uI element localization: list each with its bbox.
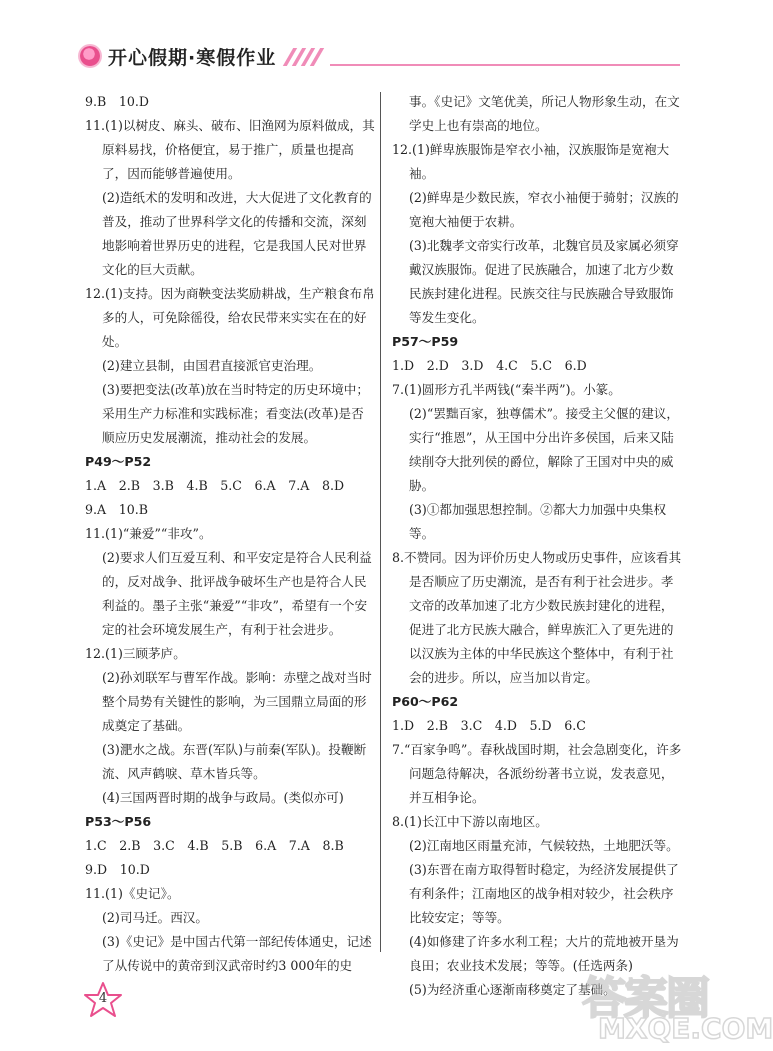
answer-line: (3)北魏孝文帝实行改革，北魏官员及家属必须穿戴汉族服饰。促进了民族融合，加速了北方少数民族封建化进程。民族交往与民族融合导致服饰等发生变化。	[409, 238, 679, 325]
answer-line: (2)孙刘联军与曹军作战。影响：赤壁之战对当时整个局势有关键性的影响，为三国鼎立局面的形成奠定了基础。	[102, 670, 372, 733]
answer-line: 8.不赞同。因为评价历史人物或历史事件，应该看其是否顺应了历史潮流，是否有利于社会进步。孝文帝的改革加速了北方少数民族封建化的进程，促进了北方民族大融合，鲜卑族汇入了更先进的以汉族为主体的中华民族这个整体中，有利于社会的进步。所以，应当加以肯定。	[392, 550, 682, 685]
answer-line: 1.C 2.B 3.C 4.B 5.B 6.A 7.A 8.B	[85, 838, 344, 853]
section-heading: P57～P59	[392, 334, 459, 349]
answer-line: 12.(1)三顾茅庐。	[85, 646, 186, 661]
section-heading: P53～P56	[85, 814, 152, 829]
right-column	[392, 90, 686, 1002]
page-number: 4	[98, 991, 108, 1006]
section-heading: P49～P52	[85, 454, 152, 469]
answer-line: (3)①都加强思想控制。②都大力加强中央集权等。	[409, 502, 667, 541]
answer-line: 9.D 10.D	[85, 862, 150, 877]
header-title: 开心假期·寒假作业	[108, 47, 277, 69]
answer-line: 9.B 10.D	[85, 94, 149, 109]
answer-line: 12.(1)鲜卑族服饰是窄衣小袖，汉族服饰是宽袍大袖。	[392, 142, 670, 181]
answer-line: (4)三国两晋时期的战争与政局。(类似亦可)	[102, 790, 344, 805]
answer-line: (2)司马迁。西汉。	[102, 910, 208, 925]
watermark-main: 答案圈	[582, 973, 708, 1024]
answer-line: 11.(1)“兼爱”“非攻”。	[85, 526, 212, 541]
answer-line: 1.D 2.D 3.D 4.C 5.C 6.D	[392, 358, 587, 373]
answer-line: (5)为经济重心逐渐南移奠定了基础。	[409, 982, 616, 997]
header-circle-icon	[80, 46, 100, 66]
watermark-logo	[578, 962, 773, 1048]
column-divider	[380, 92, 381, 952]
answer-line: (3)淝水之战。东晋(军队)与前秦(军队)。投鞭断流、风声鹤唳、草木皆兵等。	[102, 742, 367, 781]
answer-line: (4)如修建了许多水利工程；大片的荒地被开垦为良田；农业技术发展；等等。(任选两条)	[409, 934, 679, 973]
answer-line: (2)鲜卑是少数民族，窄衣小袖便于骑射；汉族的宽袍大袖便于农耕。	[409, 190, 679, 229]
answer-line: 12.(1)支持。因为商鞅变法奖励耕战，生产粮食布帛多的人，可免除徭役，给农民带来实实在在的好处。	[85, 286, 375, 349]
answer-line: 事。《史记》文笔优美，所记人物形象生动，在文学史上也有崇高的地位。	[409, 94, 680, 133]
answer-line: 1.D 2.B 3.C 4.D 5.D 6.C	[392, 718, 586, 733]
answer-line: 7.(1)圆形方孔半两钱(“秦半两”)。小篆。	[392, 382, 621, 397]
answer-line: (2)要求人们互爱互利、和平安定是符合人民利益的，反对战争、批评战争破坏生产也是符合人民利益的。墨子主张“兼爱”“非攻”，希望有一个安定的社会环境发展生产，有利于社会进步。	[102, 550, 372, 637]
answer-line: (2)造纸术的发明和改进，大大促进了文化教育的普及，推动了世界科学文化的传播和交流，深刻地影响着世界历史的进程，它是我国人民对世界文化的巨大贡献。	[102, 190, 372, 277]
answer-line: 8.(1)长江中下游以南地区。	[392, 814, 548, 829]
answer-line: 11.(1)《史记》。	[85, 886, 180, 901]
left-column	[85, 90, 375, 978]
page-header	[80, 40, 680, 74]
answer-line: 9.A 10.B	[85, 502, 148, 517]
answer-line: 7.“百家争鸣”。春秋战国时期，社会急剧变化，许多问题急待解决，各派纷纷著书立说，发表意见，并互相争论。	[392, 742, 682, 805]
answer-line: (2)江南地区雨量充沛，气候较热，土地肥沃等。	[409, 838, 679, 853]
header-rule	[330, 64, 680, 66]
watermark-sub: MXQE.COM	[598, 1012, 773, 1045]
answer-line: (2)建立县制，由国君直接派官吏治理。	[102, 358, 322, 373]
header-slashes	[286, 48, 326, 66]
answer-line: 1.A 2.B 3.B 4.B 5.C 6.A 7.A 8.D	[85, 478, 345, 493]
page-number-badge	[84, 982, 122, 1018]
answer-line: (3)《史记》是中国古代第一部纪传体通史，记述了从传说中的黄帝到汉武帝时约3 000年的史	[102, 934, 372, 973]
answer-line: (2)“罢黜百家，独尊儒术”。接受主父偃的建议，实行“推恩”，从王国中分出许多侯国，后来又陆续削夺大批列侯的爵位，解除了王国对中央的威胁。	[409, 406, 679, 493]
section-heading: P60～P62	[392, 694, 459, 709]
answer-line: 11.(1)以树皮、麻头、破布、旧渔网为原料做成，其原料易找，价格便宜，易于推广，质量也提高了，因而能够普遍使用。	[85, 118, 375, 181]
answer-line: (3)东晋在南方取得暂时稳定，为经济发展提供了有利条件；江南地区的战争相对较少，社会秩序比较安定；等等。	[409, 862, 679, 925]
answer-line: (3)要把变法(改革)放在当时特定的历史环境中；采用生产力标准和实践标准；看变法(改革)是否顺应历史发展潮流，推动社会的发展。	[102, 382, 369, 445]
